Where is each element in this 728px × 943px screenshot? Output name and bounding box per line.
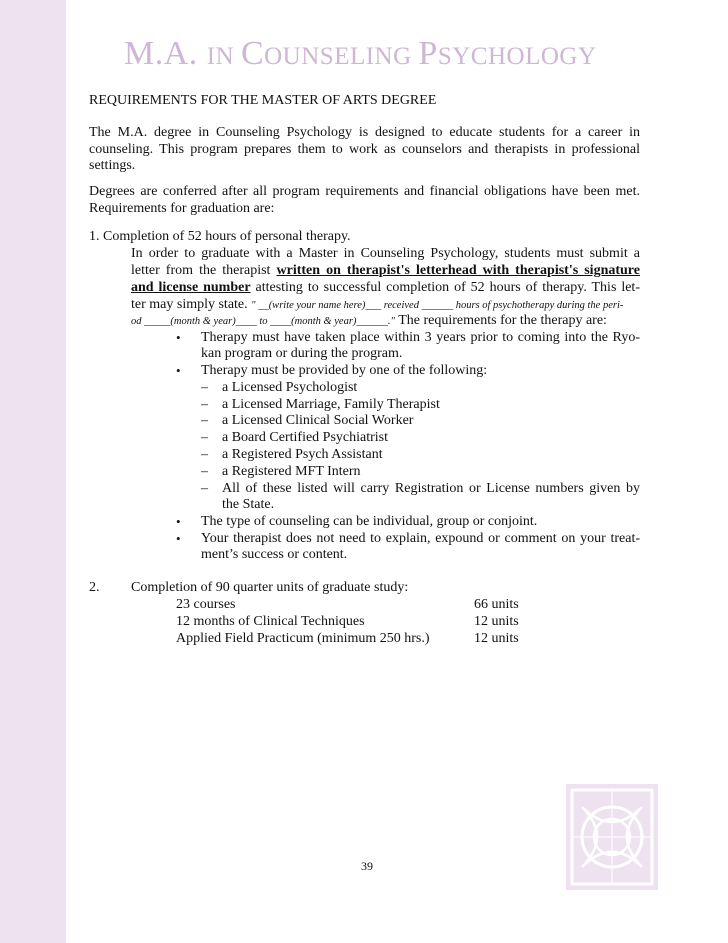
provider-item: a Licensed Clinical Social Worker — [222, 413, 414, 428]
unit-row-label: 23 courses — [176, 597, 236, 612]
provider-item: a Registered Psych Assistant — [222, 447, 383, 462]
bullet-marker: • — [176, 531, 181, 546]
ryokan-knot-logo — [566, 784, 658, 890]
dash-marker: – — [201, 380, 208, 395]
unit-row-value: 12 units — [474, 631, 519, 646]
conferral-paragraph: Degrees are conferred after all program requirements and financial obligations have been met. Requirements for graduation are: — [89, 184, 640, 216]
item-1-line-4: ter may simply state. " __(write your name here)___ received ______ hours of psychotherapy during the peri- — [131, 297, 624, 312]
provider-note-line-1: All of these listed will carry Registration or License numbers given by — [222, 481, 640, 496]
provider-note-line-2: the State. — [222, 497, 275, 512]
provider-item: a Licensed Marriage, Family Therapist — [222, 397, 440, 412]
provider-item: a Registered MFT Intern — [222, 464, 361, 479]
bullet-therapist-explain-line-2: ment’s success or content. — [201, 547, 348, 562]
item-1-line-3: and license number attesting to successful completion of 52 hours of therapy. This let- — [131, 280, 640, 295]
bullet-marker: • — [176, 363, 181, 378]
item-2-title: Completion of 90 quarter units of graduate study: — [131, 580, 409, 595]
item-1-line-2: letter from the therapist written on therapist's letterhead with therapist's signature — [131, 263, 640, 278]
unit-row-label: Applied Field Practicum (minimum 250 hrs.) — [176, 631, 430, 646]
bullet-marker: • — [176, 514, 181, 529]
section-heading: REQUIREMENTS FOR THE MASTER OF ARTS DEGREE — [89, 93, 437, 108]
item-2-number: 2. — [89, 580, 100, 595]
bullet-marker: • — [176, 330, 181, 345]
dash-marker: – — [201, 481, 208, 496]
dash-marker: – — [201, 447, 208, 462]
unit-row-value: 12 units — [474, 614, 519, 629]
bullet-therapy-provider: Therapy must be provided by one of the following: — [201, 363, 488, 378]
bullet-counseling-type: The type of counseling can be individual, group or conjoint. — [201, 514, 538, 529]
provider-item: a Licensed Psychologist — [222, 380, 358, 395]
dash-marker: – — [201, 413, 208, 428]
bullet-therapist-explain-line-1: Your therapist does not need to explain, expound or comment on your treat- — [201, 531, 640, 546]
item-1-line-5: od _____(month & year)____ to ____(month & year)______." The requirements for the therapy are: — [131, 313, 607, 328]
provider-item: a Board Certified Psychiatrist — [222, 430, 389, 445]
page-number: 39 — [361, 859, 373, 873]
unit-row-value: 66 units — [474, 597, 519, 612]
bullet-therapy-timing-line-1: Therapy must have taken place within 3 years prior to coming into the Ryo- — [201, 330, 640, 345]
left-margin-band — [0, 0, 66, 943]
page-title: M.A. IN COUNSELING PSYCHOLOGY — [124, 35, 597, 72]
item-1-title: 1. Completion of 52 hours of personal therapy. — [89, 229, 351, 244]
bullet-therapy-timing-line-2: kan program or during the program. — [201, 346, 403, 361]
intro-paragraph: The M.A. degree in Counseling Psychology is designed to educate students for a career in counseling. This program prepares them to work as counselors and therapists in professional settings. — [89, 125, 640, 173]
dash-marker: – — [201, 464, 208, 479]
item-1-line-1: In order to graduate with a Master in Counseling Psychology, students must submit a — [131, 246, 640, 261]
unit-row-label: 12 months of Clinical Techniques — [176, 614, 365, 629]
dash-marker: – — [201, 397, 208, 412]
dash-marker: – — [201, 430, 208, 445]
